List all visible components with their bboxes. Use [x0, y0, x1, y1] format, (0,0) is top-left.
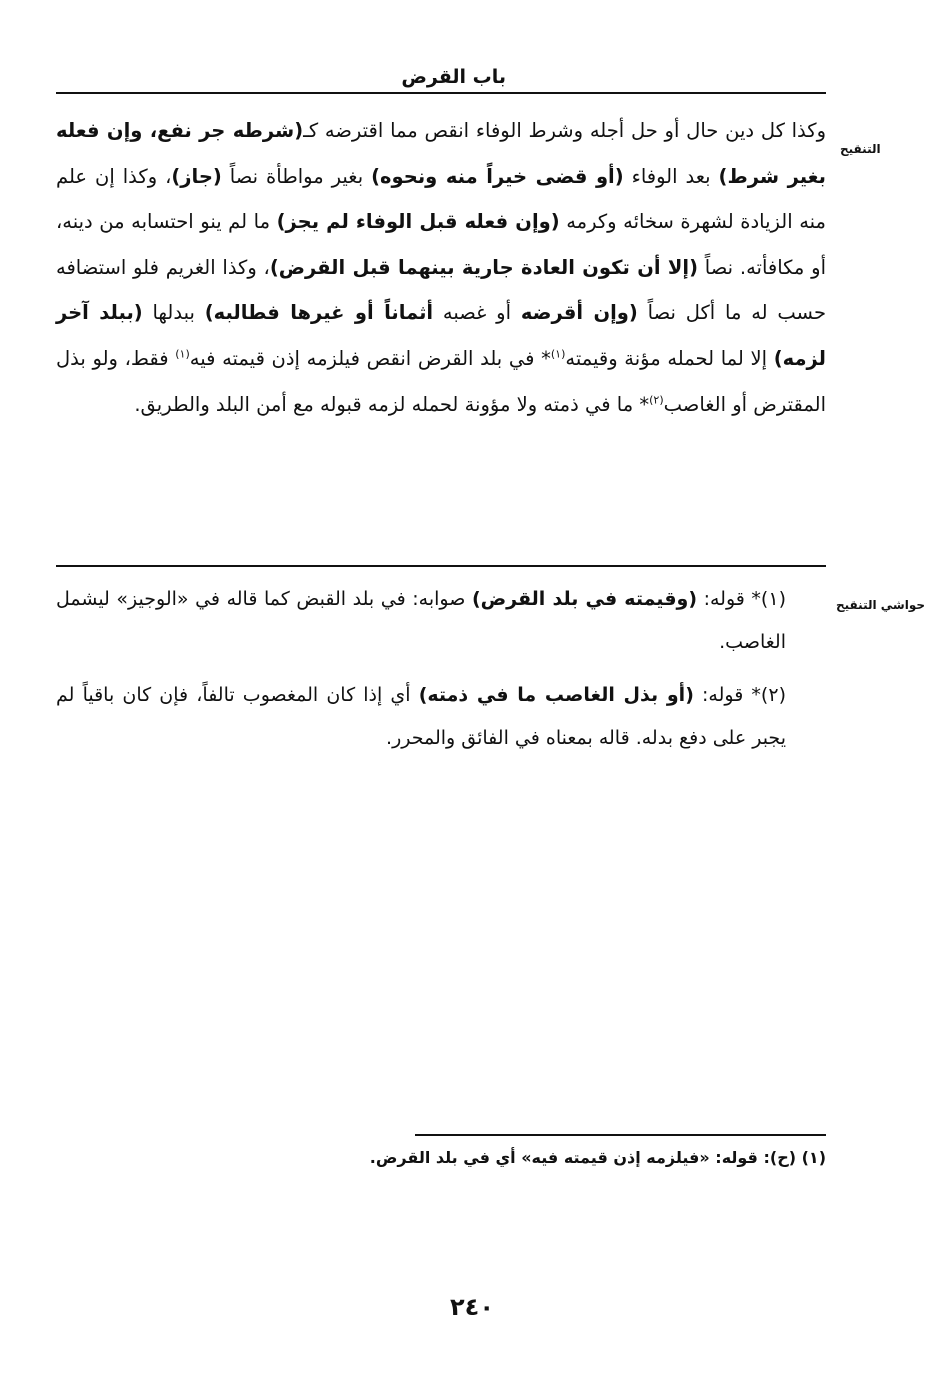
main-text-segment: بعد الوفاء: [623, 164, 719, 188]
main-text-segment: فقط، ولو بذل المقترض أو الغاصب: [56, 346, 826, 416]
note-bold-phrase: (وقيمته في بلد القرض): [471, 588, 697, 610]
main-text-segment: أو غصبه: [433, 301, 521, 325]
bold-phrase: أثماناً أو غيرها فطالبه): [204, 301, 434, 325]
note-number: (١)* قوله:: [697, 588, 786, 610]
bold-phrase: (وإن فعله قبل الوفاء لم يجز): [276, 210, 560, 234]
note-2: [56, 674, 826, 760]
note-1: [56, 578, 826, 664]
bold-phrase: (ببلد آخر لزمه): [56, 301, 826, 370]
main-text-segment: * ما في ذمته ولا مؤونة لحمله لزمه قبوله مع أمن البلد والطريق.: [134, 392, 650, 416]
note-bold-phrase: (أو بذل الغاصب ما في ذمته): [418, 684, 694, 706]
main-text-segment: ، وكذا إن علم منه الزيادة لشهرة سخائه وكرمه: [56, 164, 826, 234]
main-text-segment: ما لم ينو احتسابه من دينه، أو مكافأته. نصاً: [56, 210, 826, 279]
notes-divider: [56, 565, 826, 567]
note-text: أي إذا كان المغصوب تالفاً، فإن كان باقياً لم يجبر على دفع بدله. قاله بمعناه في الفائق والمحرر.: [56, 684, 786, 749]
page-title: باب القرض: [401, 66, 506, 88]
note-number: (٢)* قوله:: [693, 684, 786, 706]
main-text: [56, 108, 826, 427]
main-text-segment: * في بلد القرض انقص فيلزمه إذن قيمته فيه: [189, 346, 551, 370]
page-number: ٢٤٠: [450, 1293, 494, 1321]
note-marker: (١): [550, 347, 566, 361]
main-text-segment: ، وكذا الغريم فلو استضافه حسب له ما أكل نصاً: [56, 255, 826, 325]
main-text-segment: إلا لما لحمله مؤنة وقيمته: [565, 346, 774, 370]
bold-phrase: (وإن أقرضه: [520, 301, 638, 325]
notes-section-label: حواشي التنقيح: [836, 598, 926, 612]
bold-phrase: (أو قضى خيراً منه ونحوه): [371, 164, 624, 188]
footnote-divider: [415, 1134, 826, 1136]
notes-section: [56, 578, 826, 760]
note-text: صوابه: في بلد القبض كما قاله في «الوجيز» ليشمل الغاصب.: [56, 588, 786, 653]
bold-phrase: (إلا أن تكون العادة جارية بينهما قبل القرض): [269, 255, 699, 279]
bold-phrase: (جاز): [171, 164, 222, 188]
main-text-segment: ببدلها: [142, 301, 205, 325]
bold-phrase: (شرطه جر نفع، وإن فعله بغير شرط): [56, 119, 827, 188]
main-text-segment: وكذا كل دين حال أو حل أجله وشرط الوفاء انقص مما اقترضه كـ: [303, 119, 826, 142]
page-header: [56, 62, 826, 94]
note-marker: (٢): [649, 393, 664, 407]
main-text-segment: بغير مواطأة نصاً: [221, 164, 372, 188]
footnote: (١) (ح): قوله: «فيلزمه إذن قيمته فيه» أي في بلد القرض.: [369, 1148, 826, 1167]
footnote-marker: (١): [175, 347, 190, 361]
main-section-label: التنقيح: [840, 142, 881, 156]
